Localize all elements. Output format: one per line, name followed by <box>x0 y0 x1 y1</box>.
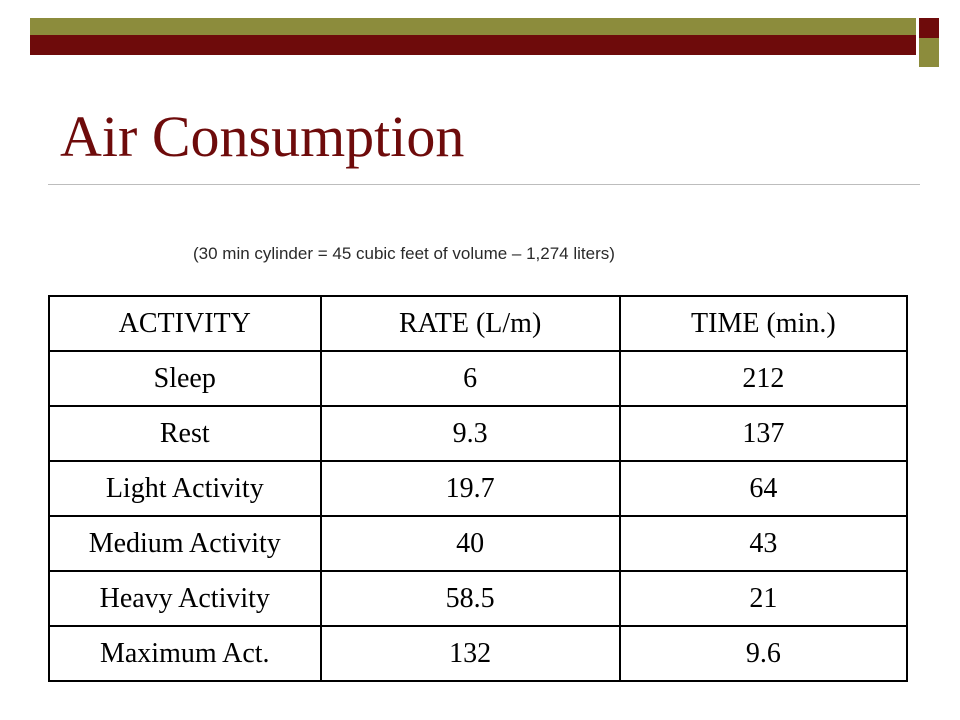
table-header-row <box>49 296 907 351</box>
title-divider <box>48 184 920 185</box>
table-row <box>49 516 907 571</box>
slide-title: Air Consumption <box>60 104 465 169</box>
cell-rate: 6 <box>321 351 620 406</box>
cell-rate: 9.3 <box>321 406 620 461</box>
table-row <box>49 571 907 626</box>
column-header-time: TIME (min.) <box>620 296 907 351</box>
column-header-activity: ACTIVITY <box>49 296 321 351</box>
cell-rate: 19.7 <box>321 461 620 516</box>
slide-subtitle: (30 min cylinder = 45 cubic feet of volume – 1,274 liters) <box>193 244 615 263</box>
cell-time: 9.6 <box>620 626 907 681</box>
cell-time: 21 <box>620 571 907 626</box>
table-row <box>49 351 907 406</box>
cell-activity: Rest <box>49 406 321 461</box>
table-row <box>49 406 907 461</box>
cell-activity: Light Activity <box>49 461 321 516</box>
cell-activity: Heavy Activity <box>49 571 321 626</box>
cell-time: 212 <box>620 351 907 406</box>
column-header-rate: RATE (L/m) <box>321 296 620 351</box>
cell-activity: Sleep <box>49 351 321 406</box>
decorative-square-olive-lower <box>919 55 939 67</box>
decorative-square-red <box>919 18 939 38</box>
cell-rate: 58.5 <box>321 571 620 626</box>
cell-time: 43 <box>620 516 907 571</box>
cell-activity: Medium Activity <box>49 516 321 571</box>
cell-activity: Maximum Act. <box>49 626 321 681</box>
cell-time: 64 <box>620 461 907 516</box>
decorative-bar-red <box>30 35 916 55</box>
table-row <box>49 461 907 516</box>
table-row <box>49 626 907 681</box>
cell-rate: 132 <box>321 626 620 681</box>
decorative-square-olive <box>919 38 939 55</box>
decorative-bar-olive <box>30 18 916 35</box>
air-consumption-table <box>48 295 908 682</box>
cell-rate: 40 <box>321 516 620 571</box>
cell-time: 137 <box>620 406 907 461</box>
